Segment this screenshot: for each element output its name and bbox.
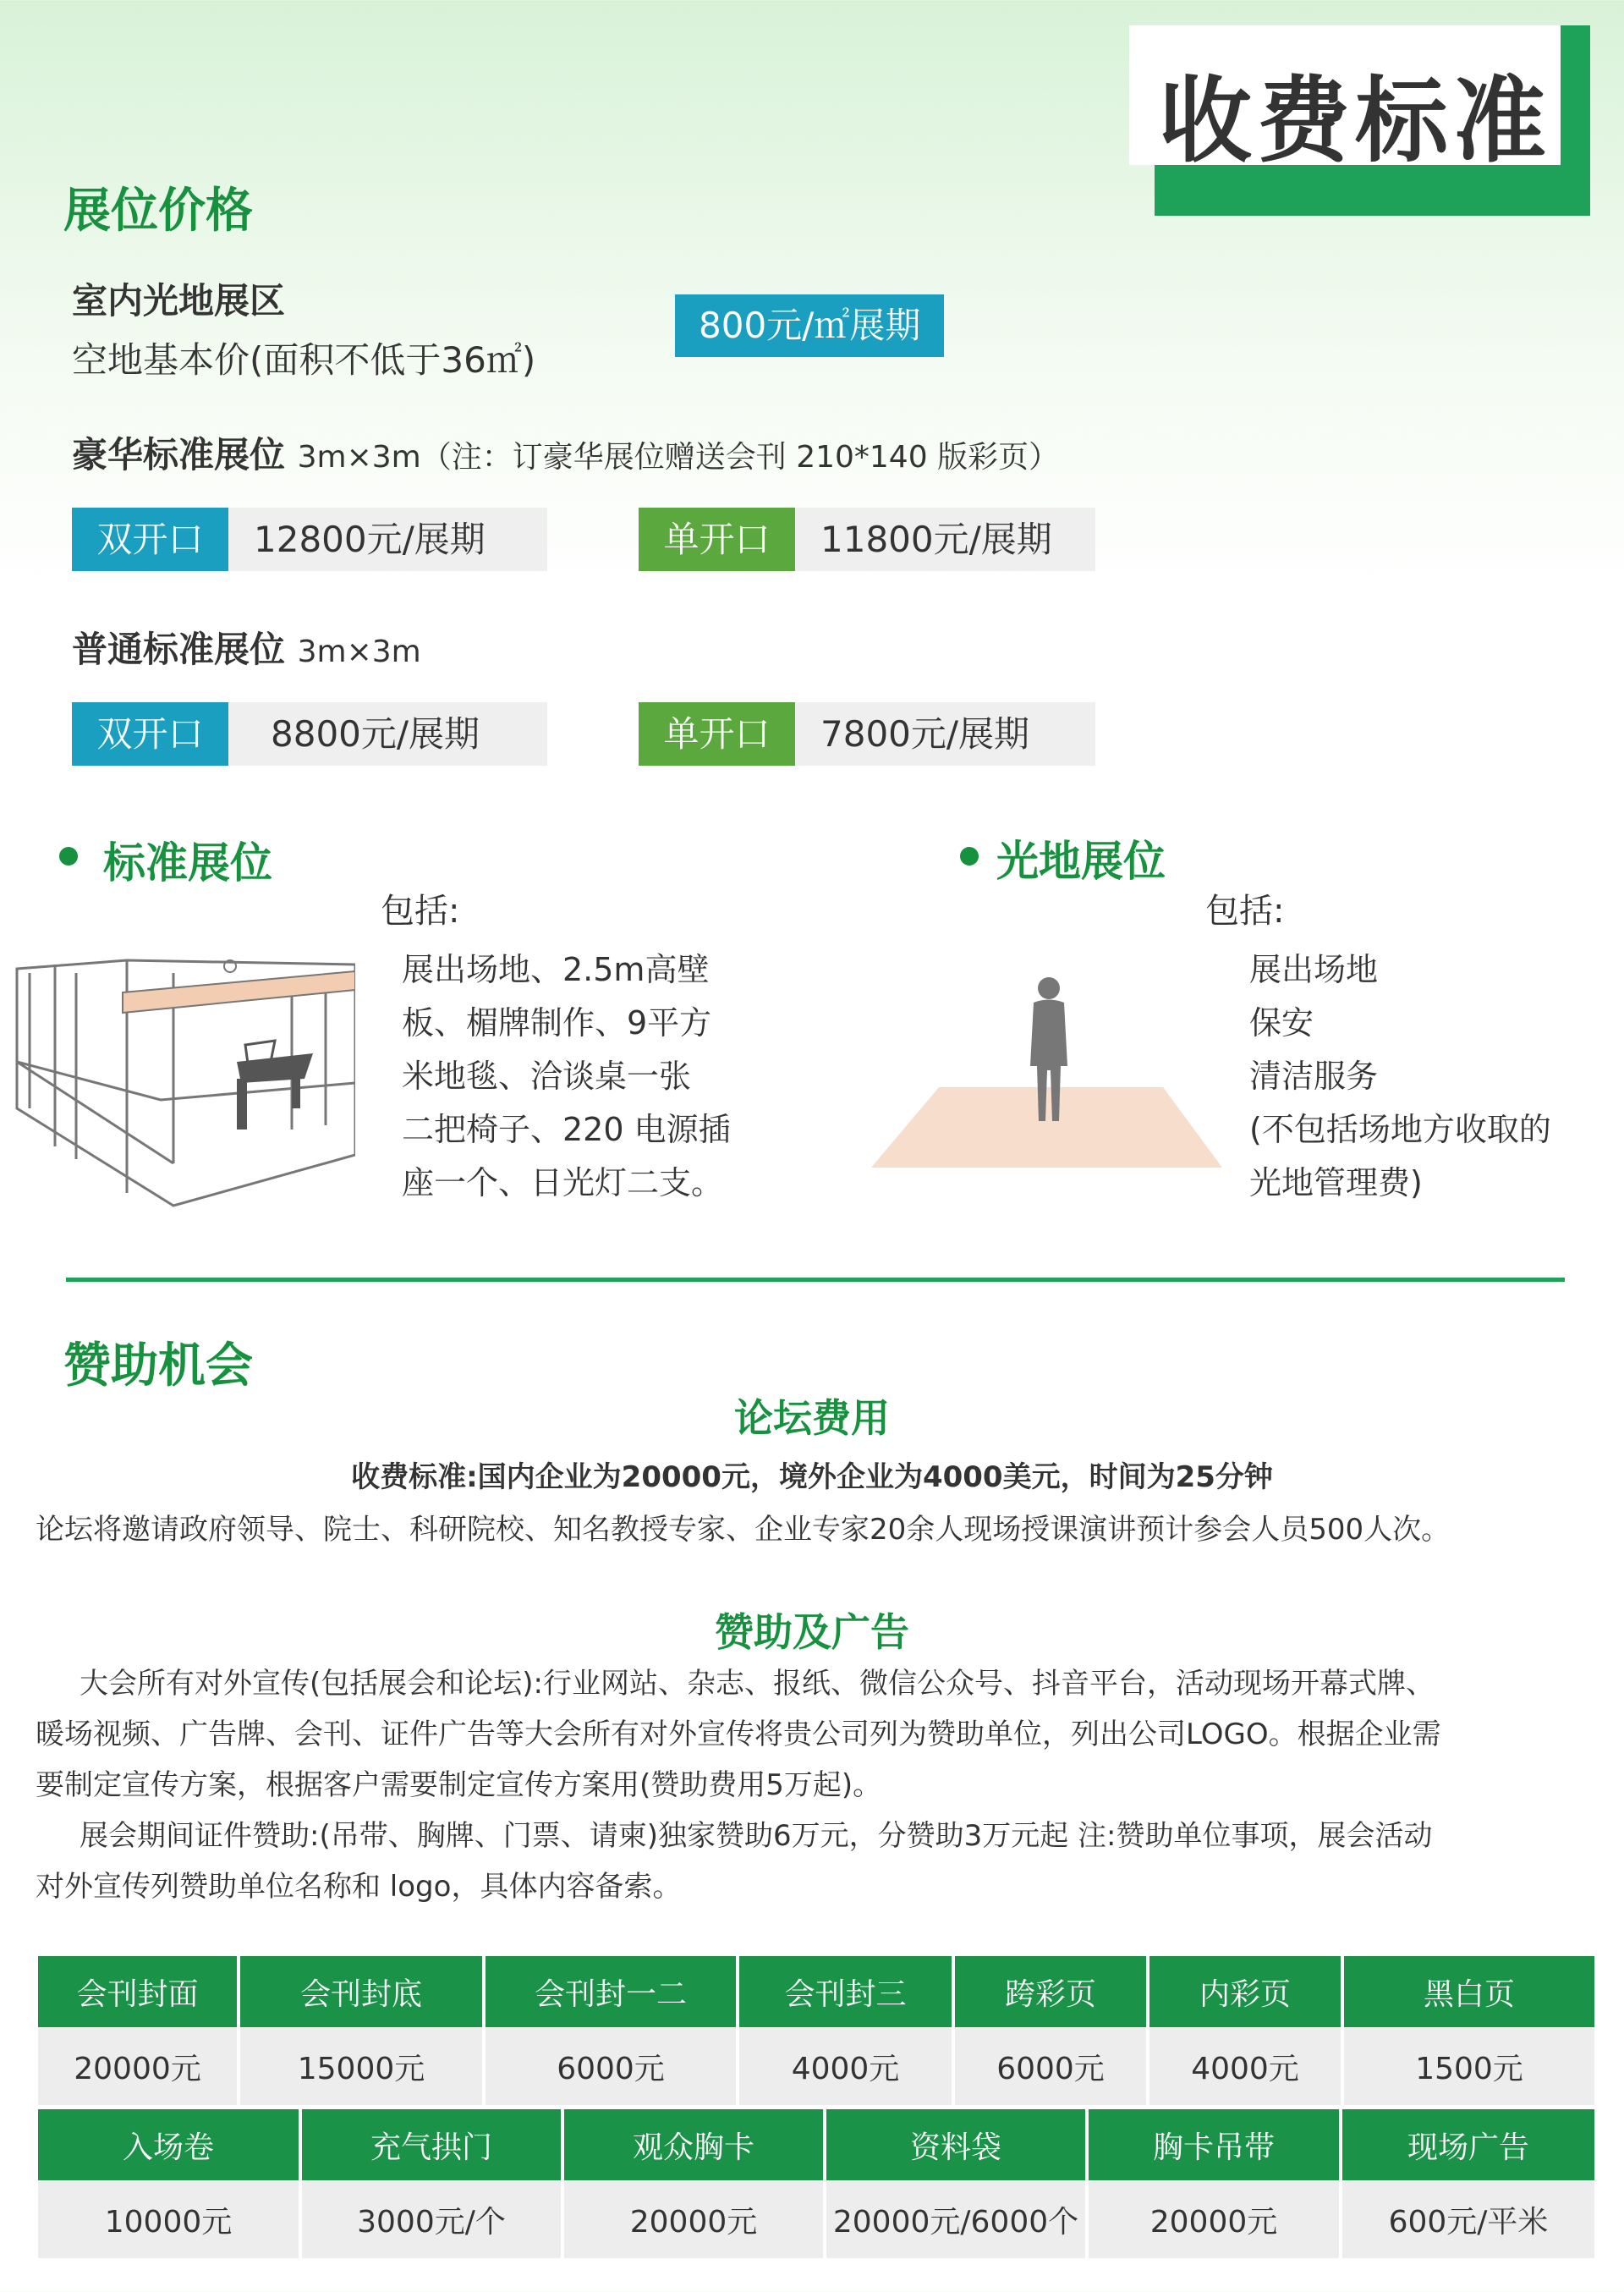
- paragraph-line: 展会期间证件赞助:(吊带、胸牌、门票、请柬)独家赞助6万元，分赞助3万元起 注:赞助单位事项，展会活动: [80, 1819, 1433, 1853]
- table-header-cell: 现场广告: [1341, 2109, 1594, 2180]
- page-title: 收费标准: [1159, 67, 1551, 175]
- list-item: 清洁服务: [1249, 1058, 1379, 1095]
- paragraph-line: 要制定宣传方案，根据客户需要制定宣传方案用(赞助费用5万起)。: [36, 1768, 882, 1802]
- normal-single-price: 7800元/展期: [795, 702, 1095, 766]
- list-item: 二把椅子、220 电源插: [402, 1111, 731, 1148]
- paragraph-line: 暖场视频、广告牌、会刊、证件广告等大会所有对外宣传将贵公司列为赞助单位，列出公司LOGO。根据企业需: [36, 1718, 1441, 1751]
- table-header-cell: 充气拱门: [300, 2109, 562, 2180]
- table-cell: 4000元: [738, 2027, 953, 2105]
- luxury-booth-title-text: 豪华标准展位: [72, 434, 286, 475]
- table-cell: 20000元: [562, 2180, 825, 2258]
- table-header-cell: 入场卷: [38, 2109, 300, 2180]
- standard-booth-includes-label: 包括:: [381, 892, 460, 931]
- normal-booth-note: 3m×3m: [297, 635, 421, 669]
- table-row: [38, 2027, 1594, 2105]
- section-divider: [66, 1278, 1565, 1282]
- paragraph-line: 大会所有对外宣传(包括展会和论坛):行业网站、杂志、报纸、微信公众号、抖音平台，活动现场开幕式牌、: [80, 1667, 1435, 1701]
- raw-space-price-badge: 800元/㎡展期: [675, 294, 944, 357]
- table-cell: 3000元/个: [300, 2180, 562, 2258]
- list-item: 展出场地: [1249, 951, 1379, 988]
- raw-booth-illustration: [871, 973, 1222, 1172]
- table-header-cell: 会刊封面: [38, 1956, 239, 2027]
- list-item: 板、楣牌制作、9平方: [402, 1004, 712, 1042]
- raw-booth-includes-label: 包括:: [1205, 892, 1285, 931]
- table-header-cell: 内彩页: [1148, 1956, 1342, 2027]
- list-item: 座一个、日光灯二支。: [402, 1164, 724, 1201]
- table-cell: 600元/平米: [1341, 2180, 1594, 2258]
- list-item: 光地管理费): [1249, 1164, 1423, 1201]
- table-header-row: [38, 1956, 1594, 2027]
- table-cell: 15000元: [239, 2027, 484, 2105]
- table-header-row: [38, 2109, 1594, 2180]
- raw-space-desc: 空地基本价(面积不低于36㎡): [72, 339, 536, 381]
- forum-fee-line: 收费标准:国内企业为20000元，境外企业为4000美元，时间为25分钟: [351, 1460, 1273, 1494]
- forum-fee-heading: 论坛费用: [734, 1395, 890, 1441]
- table-header-cell: 跨彩页: [953, 1956, 1148, 2027]
- table-header-cell: 资料袋: [825, 2109, 1087, 2180]
- normal-double-price: 8800元/展期: [228, 702, 547, 766]
- table-cell: 6000元: [484, 2027, 738, 2105]
- raw-booth-heading: 光地展位: [996, 837, 1166, 886]
- raw-space-title: 室内光地展区: [72, 280, 286, 322]
- table-header-cell: 会刊封三: [738, 1956, 953, 2027]
- raw-booth-includes-list: [1249, 943, 1551, 1210]
- list-item: (不包括场地方收取的: [1249, 1111, 1551, 1148]
- table-header-cell: 会刊封底: [239, 1956, 484, 2027]
- luxury-double-price: 12800元/展期: [228, 508, 547, 571]
- table-header-cell: 会刊封一二: [484, 1956, 738, 2027]
- normal-booth-title-text: 普通标准展位: [72, 629, 286, 670]
- standard-booth-illustration: [13, 952, 355, 1210]
- price-table-publication: [38, 1956, 1594, 2105]
- normal-booth-title: [72, 622, 421, 673]
- table-cell: 20000元/6000个: [825, 2180, 1087, 2258]
- bullet-dot: [960, 847, 979, 866]
- forum-desc: 论坛将邀请政府领导、院士、科研院校、知名教授专家、企业专家20余人现场授课演讲预计参会人员500人次。: [36, 1513, 1451, 1547]
- table-cell: 20000元: [38, 2027, 239, 2105]
- table-header-cell: 胸卡吊带: [1087, 2109, 1341, 2180]
- standard-booth-heading: 标准展位: [103, 838, 272, 888]
- luxury-double-label: 双开口: [72, 508, 228, 571]
- list-item: 保安: [1249, 1004, 1314, 1042]
- booth-price-heading: 展位价格: [63, 184, 253, 239]
- bullet-dot: [59, 847, 78, 866]
- table-cell: 4000元: [1148, 2027, 1342, 2105]
- table-cell: 20000元: [1087, 2180, 1341, 2258]
- normal-single-label: 单开口: [639, 702, 795, 766]
- price-table-onsite: [38, 2109, 1594, 2258]
- standard-booth-includes-list: [402, 943, 731, 1210]
- table-cell: 1500元: [1342, 2027, 1594, 2105]
- ads-paragraph: [36, 1658, 1441, 1912]
- list-item: 米地毯、洽谈桌一张: [402, 1058, 692, 1095]
- table-header-cell: 黑白页: [1342, 1956, 1594, 2027]
- table-row: [38, 2180, 1594, 2258]
- luxury-booth-title: [72, 427, 1059, 478]
- table-cell: 6000元: [953, 2027, 1148, 2105]
- sponsor-heading: 赞助机会: [63, 1338, 253, 1393]
- list-item: 展出场地、2.5m高壁: [402, 951, 710, 988]
- luxury-single-label: 单开口: [639, 508, 795, 571]
- table-cell: 10000元: [38, 2180, 300, 2258]
- normal-double-label: 双开口: [72, 702, 228, 766]
- luxury-single-price: 11800元/展期: [795, 508, 1095, 571]
- paragraph-line: 对外宣传列赞助单位名称和 logo，具体内容备索。: [36, 1870, 682, 1904]
- ads-heading: 赞助及广告: [715, 1609, 909, 1655]
- table-header-cell: 观众胸卡: [562, 2109, 825, 2180]
- luxury-booth-note: 3m×3m（注：订豪华展位赠送会刊 210*140 版彩页）: [297, 440, 1060, 475]
